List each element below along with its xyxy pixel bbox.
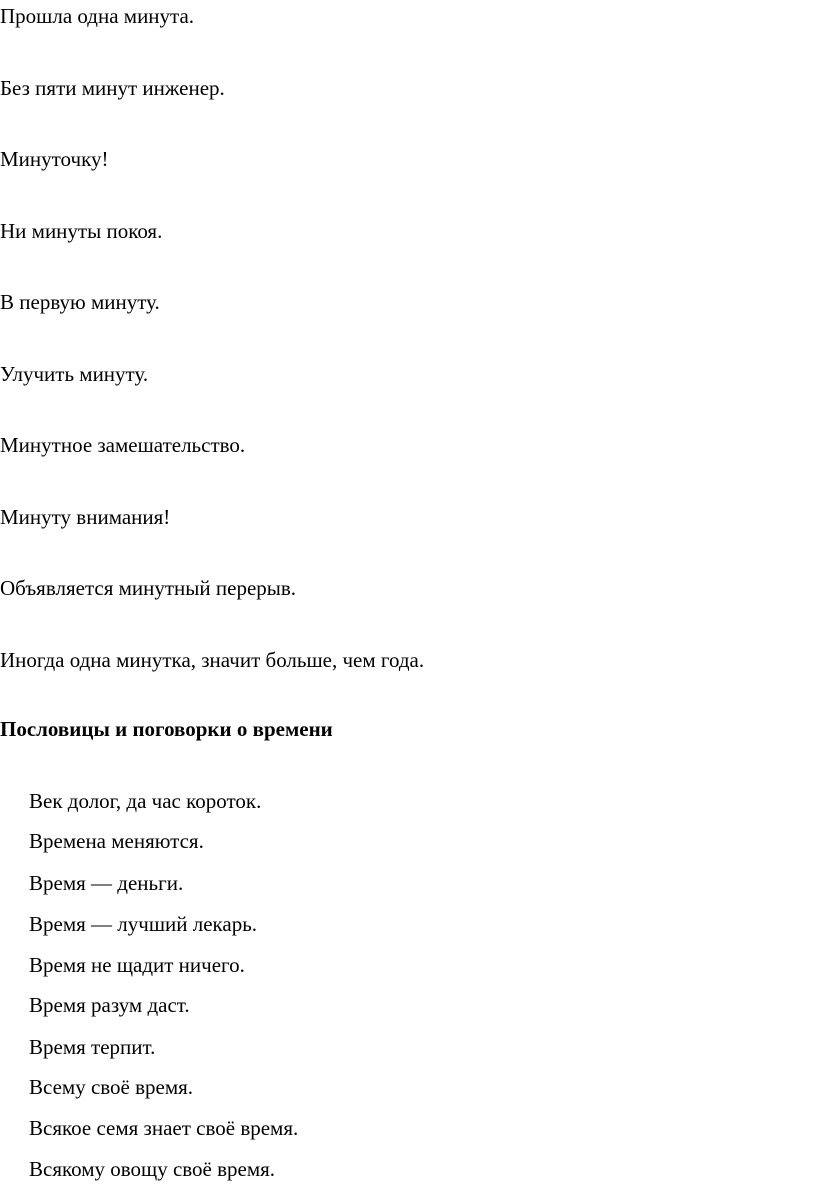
saying-line: Минуту внимания!: [0, 505, 171, 529]
saying-line: Объявляется минутный перерыв.: [0, 576, 297, 600]
saying-line: Ни минуты покоя.: [0, 219, 163, 243]
proverb-item: Всякому овощу своё время.: [29, 1157, 276, 1181]
saying-line: Минутное замешательство.: [0, 433, 246, 457]
saying-line: Прошла одна минута.: [0, 4, 195, 28]
proverb-item: Времена меняются.: [29, 829, 204, 853]
proverb-item: Время не щадит ничего.: [29, 953, 245, 977]
proverb-item: Время — деньги.: [29, 871, 184, 895]
proverb-item: Век долог, да час короток.: [29, 789, 262, 813]
saying-line: Без пяти минут инженер.: [0, 76, 225, 100]
saying-line: Иногда одна минутка, значит больше, чем года.: [0, 648, 425, 672]
proverb-item: Всему своё время.: [29, 1075, 194, 1099]
saying-line: Минуточку!: [0, 147, 109, 171]
proverb-item: Время — лучший лекарь.: [29, 912, 258, 936]
saying-line: В первую минуту.: [0, 290, 160, 314]
proverb-item: Всякое семя знает своё время.: [29, 1116, 299, 1140]
section-heading: Пословицы и поговорки о времени: [0, 717, 333, 741]
proverb-item: Время разум даст.: [29, 993, 190, 1017]
proverb-item: Время терпит.: [29, 1035, 156, 1059]
saying-line: Улучить минуту.: [0, 362, 149, 386]
